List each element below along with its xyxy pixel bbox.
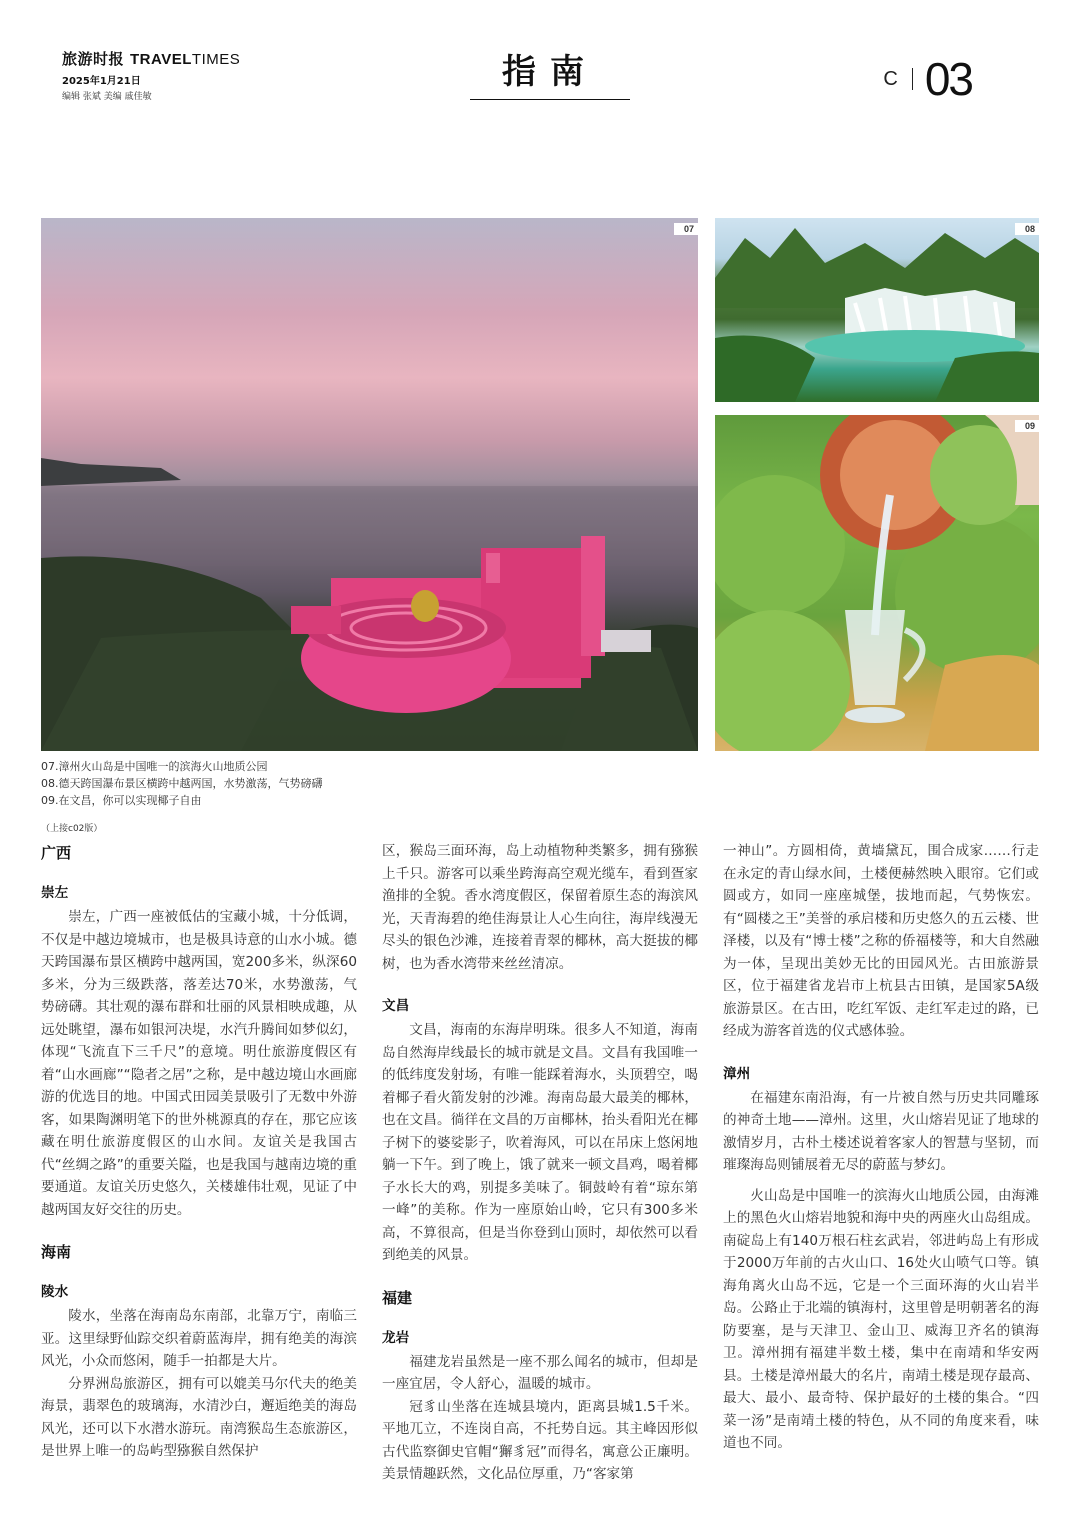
photo-number-09: 09 — [1015, 420, 1039, 432]
photo-number-07: 07 — [674, 223, 698, 235]
paragraph-lingshui-1: 陵水，坐落在海南岛东南部，北靠万宁，南临三亚。这里绿野仙踪交织着蔚蓝海岸，拥有绝美的海滨风光，小众而悠闲，随手一拍都是大片。 — [41, 1308, 357, 1369]
caption-07: 07.漳州火山岛是中国唯一的滨海火山地质公园 — [41, 760, 268, 773]
photo-waterfall — [715, 218, 1039, 402]
city-heading-chongzuo: 崇左 — [41, 885, 69, 901]
volcano-island-illustration — [41, 218, 698, 751]
brand-cn: 旅游时报 — [62, 50, 125, 68]
paragraph-longyan-1: 福建龙岩虽然是一座不那么闻名的城市，但却是一座宜居，令人舒心，温暖的城市。 — [382, 1353, 698, 1392]
paragraph-lingshui-2: 分界洲岛旅游区，拥有可以媲美马尔代夫的绝美海景，翡翠色的玻璃海，水清沙白，邂逅绝美的海岛风光，还可以下水潜水游玩。南湾猴岛生态旅游区，是世界上唯一的岛屿型猕猴自然保护 — [41, 1375, 357, 1459]
photo-coconuts — [715, 415, 1039, 751]
paragraph-chongzuo: 崇左，广西一座被低估的宝藏小城，十分低调，不仅是中越边境城市，也是极具诗意的山水小城。德天跨国瀑布景区横跨中越两国，宽200多米，纵深60多米，分为三级跌落，落差达70米，水势激荡，气势磅礴。其壮观的瀑布群和壮丽的风景相映成趣，从远处眺望，瀑布如银河决堤，水汽升腾间如梦似幻，体现“飞流直下三千尺”的意境。明仕旅游度假区有着“山水画廊”“隐者之居”之称，是中越边境山水画廊游的优选目的地。中国式田园美景吸引了无数中外游客，如果陶渊明笔下的世外桃源真的存在，那它应该藏在明仕旅游度假区的山水间。友谊关是我国古代“丝绸之路”的重要关隘，也是我国与越南边境的重要通道。友谊关历史悠久，关楼雄伟壮观，见证了中越两国友好交往的历史。 — [41, 909, 357, 1218]
page-number — [883, 52, 972, 106]
paragraph-lingshui-continued: 区，猴岛三面环海，岛上动植物种类繁多，拥有猕猴上千只。游客可以乘坐跨海高空观光缆车，看到疍家渔排的全貌。香水湾度假区，保留着原生态的海滨风光，天青海碧的绝佳海景让人心生向往，海岸线漫无尽头的银色沙滩，连接着青翠的椰林，高大挺拔的椰树，也为香水湾带来丝丝清凉。 — [382, 843, 698, 972]
region-heading-fujian: 福建 — [382, 1288, 413, 1307]
paragraph-zhangzhou-1: 在福建东南沿海，有一片被自然与历史共同雕琢的神奇土地——漳州。这里，火山熔岩见证了地球的激情岁月，古朴土楼述说着客家人的智慧与坚韧，而璀璨海岛则铺展着无尽的蔚蓝与梦幻。 — [723, 1089, 1039, 1173]
editors-line: 编辑 张斌 美编 戚佳敏 — [62, 92, 152, 102]
continued-from-note: （上接c02版） — [41, 824, 103, 834]
article-column-1 — [41, 840, 357, 1463]
paragraph-longyan-2: 冠豸山坐落在连城县境内，距离县城1.5千米。平地兀立，不连岗自高，不托势自远。其主峰因形似古代监察御史官帽“獬豸冠”而得名，寓意公正廉明。美景情趣跃然，文化品位厚重，乃“客家第 — [382, 1398, 698, 1482]
photo-volcano-island — [41, 218, 698, 751]
brand-en-thin: TIMES — [191, 51, 241, 68]
caption-09: 09.在文昌，你可以实现椰子自由 — [41, 794, 202, 807]
photo-captions — [41, 758, 323, 809]
brand-en-bold: TRAVEL — [130, 51, 192, 68]
photo-number-08: 08 — [1015, 223, 1039, 235]
paragraph-longyan-continued: 一神山”。方圆相倚，黄墙黛瓦，围合成家……行走在永定的青山绿水间，土楼便赫然映入眼帘。它们或圆或方，如同一座座城堡，拔地而起，气势恢宏。有“圆楼之王”美誉的承启楼和历史悠久的五云楼、世泽楼，以及有“博士楼”之称的侨福楼等，和大自然融为一体，呈现出美妙无比的田园风光。古田旅游景区，位于福建省龙岩市上杭县古田镇，是国家5A级旅游景区。在古田，吃红军饭、走红军走过的路，已经成为游客首选的仪式感体验。 — [723, 843, 1039, 1039]
city-heading-zhangzhou: 漳州 — [723, 1065, 751, 1082]
article-column-3 — [723, 840, 1039, 1455]
page-digits: 03 — [924, 53, 972, 105]
paragraph-wenchang: 文昌，海南的东海岸明珠。很多人不知道，海南岛自然海岸线最长的城市就是文昌。文昌有我国唯一的低纬度发射场，有唯一能踩着海水，头顶碧空，喝着椰子看火箭发射的沙滩。海南岛最大最美的椰林，也在文昌。徜徉在文昌的万亩椰林，抬头看阳光在椰子树下的婆娑影子，吹着海风，可以在吊床上悠闲地躺一下午。到了晚上，饿了就来一顿文昌鸡，喝着椰子水长大的鸡，别提多美味了。铜鼓岭有着“琼东第一峰”的美称。作为一座原始山岭，它只有300多米高，不算很高，但是当你登到山顶时，却依然可以看到绝美的风景。 — [382, 1022, 698, 1263]
region-heading-hainan: 海南 — [41, 1243, 72, 1261]
city-heading-wenchang: 文昌 — [382, 998, 410, 1014]
article-column-2 — [382, 840, 698, 1486]
waterfall-illustration — [715, 218, 1039, 402]
page-separator — [912, 68, 913, 90]
region-heading-guangxi: 广西 — [41, 844, 72, 862]
issue-date: 2025年1月21日 — [62, 76, 141, 87]
coconut-illustration — [715, 415, 1039, 751]
masthead — [62, 48, 240, 102]
caption-08: 08.德天跨国瀑布景区横跨中越两国，水势激荡，气势磅礴 — [41, 777, 323, 790]
newspaper-brand — [62, 48, 240, 69]
paragraph-zhangzhou-2: 火山岛是中国唯一的滨海火山地质公园，由海滩上的黑色火山熔岩地貌和海中央的两座火山岛组成。南碇岛上有140万根石柱玄武岩，邻进屿岛上有形成于2000万年前的古火山口、16处火山喷气口等。镇海角离火山岛不远，它是一个三面环海的火山岩半岛。公路止于北端的镇海村，这里曾是明朝著名的海防要塞，是与天津卫、金山卫、威海卫齐名的镇海卫。漳州拥有福建半数土楼，集中在南靖和华安两县。土楼是漳州最大的名片，南靖土楼是现存最高、最大、最小、最奇特、保护最好的土楼的集合。“四菜一汤”是南靖土楼的特色，从不同的角度来看，味道也不同。 — [723, 1187, 1039, 1451]
city-heading-longyan: 龙岩 — [382, 1329, 410, 1346]
section-title: 指南 — [470, 44, 630, 100]
city-heading-lingshui: 陵水 — [41, 1284, 69, 1300]
page-letter: C — [883, 67, 898, 90]
